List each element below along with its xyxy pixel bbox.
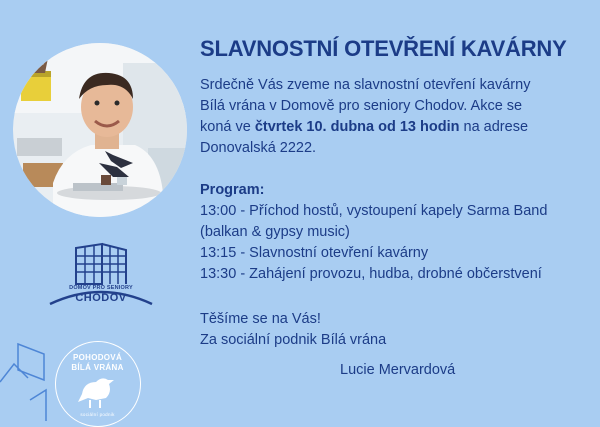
intro-line-4: Donovalská 2222. (200, 140, 317, 156)
intro-line-3-post: na adrese (459, 119, 529, 135)
program-list (200, 201, 547, 285)
intro-line-2: Bílá vrána v Domově pro seniory Chodov. Akce se (200, 98, 523, 114)
program-item: 13:15 - Slavnostní otevření kavárny (200, 245, 429, 261)
program-item: 13:30 - Zahájení provozu, hudba, drobné občerstvení (200, 266, 542, 282)
page-title: SLAVNOSTNÍ OTEVŘENÍ KAVÁRNY (200, 36, 567, 61)
logo-bila-line2: BÍLÁ VRÁNA (71, 363, 124, 372)
domov-chodov-logo (48, 240, 154, 306)
closing-line-1: Těšíme se na Vás! (200, 311, 321, 327)
logo-name: CHODOV (75, 292, 127, 304)
intro-line-3-pre: koná ve (200, 119, 255, 135)
bila-vrana-logo (55, 341, 141, 427)
program-item: (balkan & gypsy music) (200, 224, 350, 240)
logo-bila-line3: sociální podnik (80, 412, 115, 417)
crow-icon (76, 372, 120, 410)
host-photo (13, 43, 187, 217)
intro-line-3 (200, 117, 530, 138)
event-date: čtvrtek 10. dubna od 13 hodin (254, 119, 460, 135)
logo-subtitle: DOMOV PRO SENIORY (69, 285, 133, 291)
intro-text (200, 75, 530, 159)
closing-line-2: Za sociální podnik Bílá vrána (200, 332, 387, 348)
program-heading: Program: (200, 182, 265, 198)
decorative-lines (0, 340, 60, 421)
program-item: 13:00 - Příchod hostů, vystoupení kapely Sarma Band (200, 203, 548, 219)
logo-bila-line1: POHODOVÁ (72, 353, 123, 362)
closing-text (200, 309, 386, 351)
intro-line-1: Srdečně Vás zveme na slavnostní otevření kavárny (200, 77, 531, 93)
signature: Lucie Mervardová (340, 362, 456, 378)
